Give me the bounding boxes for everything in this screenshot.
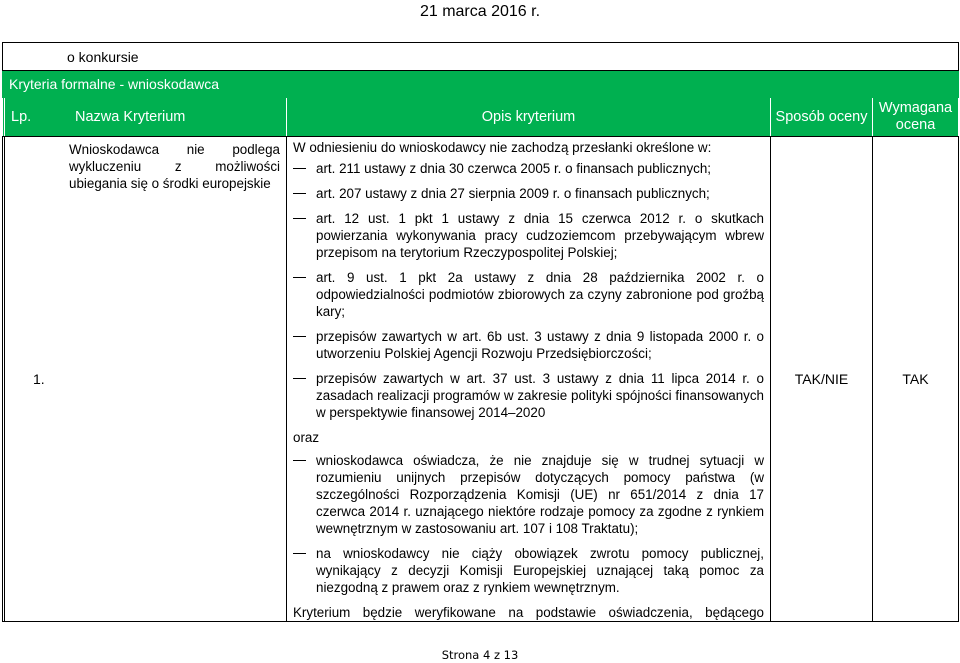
criterion-row (3, 137, 959, 622)
section-row (3, 71, 959, 98)
list-item: art. 12 ust. 1 pkt 1 ustawy z dnia 15 czerwca 2012 r. o skutkach powierzania wykonywania pracy cudzoziemcom przebywającym wbrew przepisom na terytorium Rzeczypospolitej Polskiej; (293, 210, 764, 261)
page-footer: Strona 4 z 13 (441, 648, 519, 662)
conjunction-text: oraz (293, 430, 320, 445)
conditions-list (293, 160, 764, 421)
list-item: art. 9 ust. 1 pkt 2a ustawy z dnia 28 października 2002 r. o odpowiedzialności podmiotów zbiorowych za czyny zabronione pod groźbą kary; (293, 269, 764, 320)
header-name: Nazwa Kryterium (5, 98, 287, 137)
row-required: TAK (873, 137, 959, 622)
list-item: przepisów zawartych w art. 6b ust. 3 ustawy z dnia 9 listopada 2000 r. o utworzeniu Polskiej Agencji Rozwoju Przedsiębiorczości; (293, 328, 764, 362)
header-row (3, 98, 959, 137)
row-name: Wnioskodawca nie podlega wykluczeniu z możliwości ubiegania się o środki europejskie (5, 137, 287, 622)
closing-text: Kryterium będzie weryfikowane na podstawie oświadczenia, będącego (293, 605, 764, 620)
section-title: Kryteria formalne - wnioskodawca (3, 71, 959, 98)
list-item: wnioskodawca oświadcza, że nie znajduje się w trudnej sytuacji w rozumieniu unijnych przepisów dotyczących pomocy państwa (w szczególności Rozporządzenia Komisji (UE) nr 651/2014 z dnia 17 czerwca 2014 r. uznającego niektóre rodzaje pomocy za zgodne z rynkiem wewnętrznym w zastosowaniu art. 107 i 108 Traktatu); (293, 452, 764, 537)
row-method: TAK/NIE (771, 137, 873, 622)
header-required: Wymagana ocena (873, 98, 959, 137)
list-item: art. 207 ustawy z dnia 27 sierpnia 2009 r. o finansach publicznych; (293, 185, 764, 202)
criteria-table (2, 42, 959, 622)
topic-row (3, 43, 959, 71)
list-item: art. 211 ustawy z dnia 30 czerwca 2005 r. o finansach publicznych; (293, 160, 764, 177)
declarations-list (293, 452, 764, 596)
header-method: Sposób oceny (771, 98, 873, 137)
topic-text: o konkursie (3, 43, 959, 71)
row-description (287, 137, 771, 622)
list-item: przepisów zawartych w art. 37 ust. 3 ustawy z dnia 11 lipca 2014 r. o zasadach realizacji programów w zakresie polityki spójności finansowanych w perspektywie finansowej 2014–2020 (293, 370, 764, 421)
row-lp-label: 1. (33, 371, 45, 387)
list-item: na wnioskodawcy nie ciąży obowiązek zwrotu pomocy publicznej, wynikający z decyzji Komisji Europejskiej uznającej taką pomoc za niezgodną z prawem oraz z rynkiem wewnętrznym. (293, 545, 764, 596)
header-lp-label: Lp. (11, 108, 32, 125)
header-description: Opis kryterium (287, 98, 771, 137)
document-date: 21 marca 2016 r. (419, 3, 541, 20)
description-intro: W odniesieniu do wnioskodawcy nie zachodzą przesłanki określone w: (293, 140, 712, 155)
